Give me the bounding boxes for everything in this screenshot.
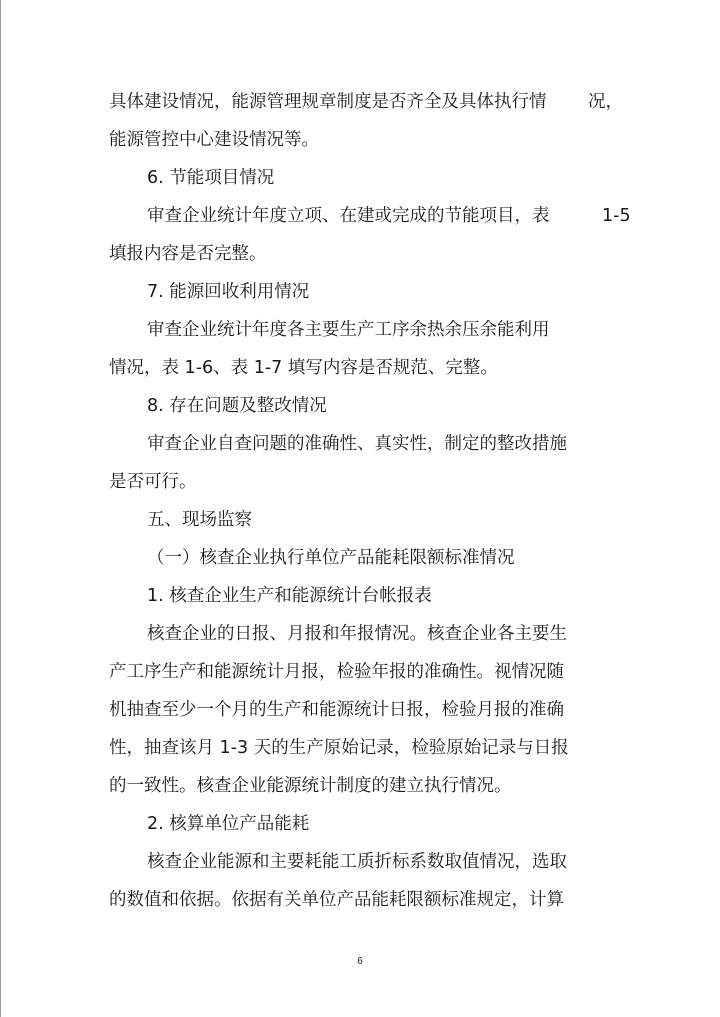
section-heading: 7. 能源回收利用情况 — [147, 282, 310, 302]
section-heading: 6. 节能项目情况 — [147, 168, 275, 188]
text-line: 审查企业统计年度立项、在建或完成的节能项目，表 — [147, 206, 550, 226]
text-line: 核查企业的日报、月报和年报情况。核查企业各主要生 — [147, 624, 567, 644]
text-line: 情况，表 1-6、表 1-7 填写内容是否规范、完整。 — [109, 358, 498, 378]
text-line: 是否可行。 — [109, 472, 197, 492]
page-left-border — [0, 0, 1, 1017]
text-line: 审查企业自查问题的准确性、真实性，制定的整改措施 — [147, 434, 567, 454]
text-line: 产工序生产和能源统计月报，检验年报的准确性。视情况随 — [109, 662, 564, 682]
chapter-heading: 五、现场监察 — [147, 510, 252, 530]
section-heading: 8. 存在问题及整改情况 — [147, 396, 327, 416]
text-line: 机抽查至少一个月的生产和能源统计日报，检验月报的准确 — [109, 700, 564, 720]
text-line: 能源管控中心建设情况等。 — [109, 130, 319, 150]
text-line: 审查企业统计年度各主要生产工序余热余压余能利用 — [147, 320, 550, 340]
subsection-heading: （一）核查企业执行单位产品能耗限额标准情况 — [147, 548, 515, 568]
text-line: 具体建设情况，能源管理规章制度是否齐全及具体执行情 — [109, 92, 547, 112]
text-line: 的数值和依据。依据有关单位产品能耗限额标准规定，计算 — [109, 890, 564, 910]
section-heading: 1. 核查企业生产和能源统计台帐报表 — [147, 586, 432, 606]
text-line-tail: 1-5 — [602, 206, 631, 226]
text-line: 性，抽查该月 1-3 天的生产原始记录，检验原始记录与日报 — [109, 738, 569, 758]
section-heading: 2. 核算单位产品能耗 — [147, 814, 310, 834]
text-line-tail: 况， — [588, 92, 623, 112]
text-line: 核查企业能源和主要耗能工质折标系数取值情况，选取 — [147, 852, 567, 872]
page-number: 6 — [357, 956, 363, 967]
text-line: 的一致性。核查企业能源统计制度的建立执行情况。 — [109, 776, 512, 796]
text-line: 填报内容是否完整。 — [109, 244, 267, 264]
